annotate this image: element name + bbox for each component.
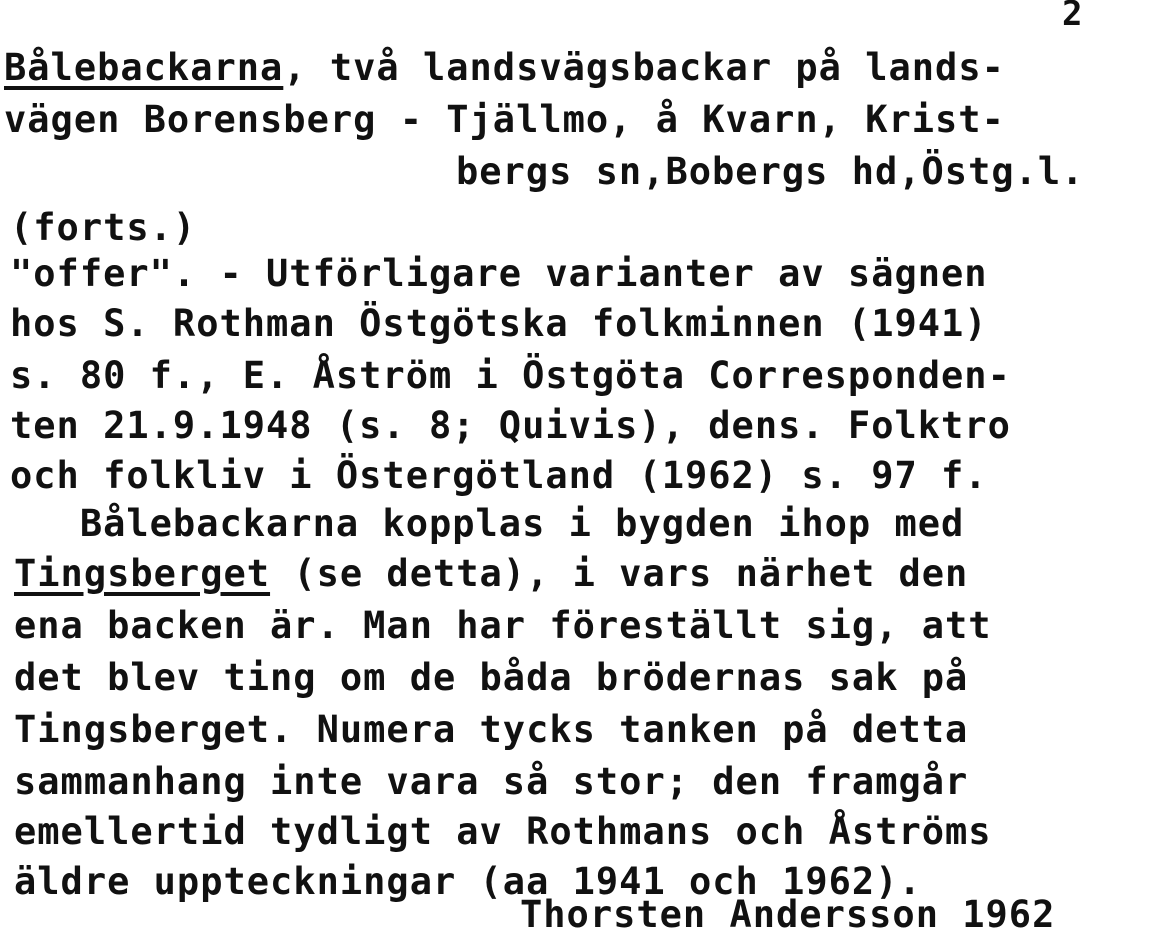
- heading-line-3: bergs sn,Bobergs hd,Östg.l.: [456, 150, 1085, 193]
- body-line-6: Bålebackarna kopplas i bygden ihop med: [10, 502, 965, 545]
- heading-line-1: [4, 46, 1005, 90]
- body-line-9: det blev ting om de båda brödernas sak på: [14, 656, 969, 699]
- body-line-4: ten 21.9.1948 (s. 8; Quivis), dens. Folktro: [10, 404, 1011, 447]
- heading-line-1-rest: , två landsvägsbackar på lands-: [283, 46, 1005, 89]
- body-line-1: "offer". - Utförligare varianter av sägnen: [10, 252, 988, 295]
- heading-line-2: vägen Borensberg - Tjällmo, å Kvarn, Krist-: [4, 98, 1005, 141]
- cross-reference-tingsberget[interactable]: Tingsberget: [14, 552, 271, 595]
- continued-marker: (forts.): [10, 206, 197, 249]
- body-line-5: och folkliv i Östergötland (1962) s. 97 f.: [10, 454, 988, 497]
- body-line-13: äldre uppteckningar (aa 1941 och 1962).: [14, 860, 922, 903]
- page-number: 2: [1062, 0, 1083, 34]
- body-line-2: hos S. Rothman Östgötska folkminnen (1941): [10, 302, 988, 345]
- body-line-7: [14, 552, 968, 596]
- entry-title: Bålebackarna: [4, 46, 284, 89]
- body-line-11: sammanhang inte vara så stor; den framgår: [14, 760, 969, 803]
- signature: Thorsten Andersson 1962: [520, 893, 1056, 936]
- body-line-7-rest: (se detta), i vars närhet den: [270, 552, 969, 595]
- body-line-10: Tingsberget. Numera tycks tanken på detta: [14, 708, 969, 751]
- body-line-12: emellertid tydligt av Rothmans och Åströms: [14, 810, 992, 853]
- body-line-3: s. 80 f., E. Åström i Östgöta Corresponden-: [10, 354, 1011, 397]
- body-line-8: ena backen är. Man har föreställt sig, att: [14, 604, 992, 647]
